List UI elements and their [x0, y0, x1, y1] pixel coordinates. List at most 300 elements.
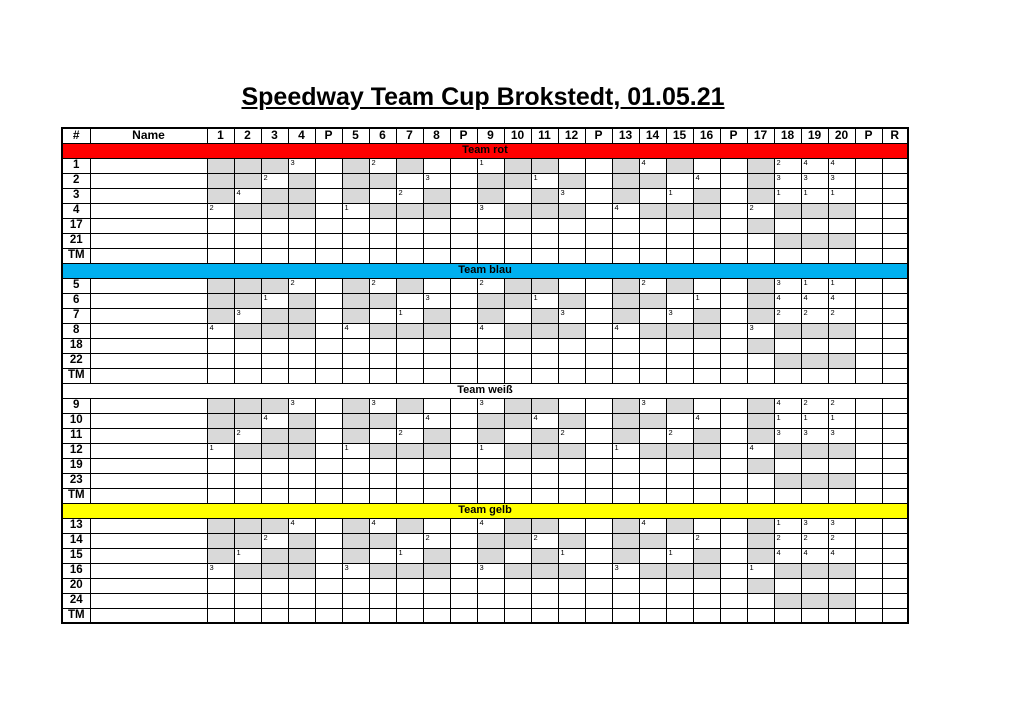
score-cell[interactable] [666, 398, 693, 413]
score-cell[interactable] [288, 323, 315, 338]
score-cell[interactable] [207, 578, 234, 593]
score-cell[interactable] [396, 173, 423, 188]
score-cell[interactable] [747, 488, 774, 503]
score-cell[interactable] [477, 218, 504, 233]
score-cell[interactable] [612, 293, 639, 308]
score-cell[interactable] [828, 323, 855, 338]
score-cell[interactable] [612, 188, 639, 203]
score-cell[interactable] [315, 428, 342, 443]
score-cell[interactable] [612, 428, 639, 443]
score-cell[interactable] [423, 593, 450, 608]
score-cell[interactable] [477, 533, 504, 548]
score-cell[interactable] [423, 368, 450, 383]
score-cell[interactable] [396, 398, 423, 413]
score-cell[interactable] [342, 488, 369, 503]
score-cell[interactable] [477, 413, 504, 428]
score-cell[interactable] [504, 323, 531, 338]
score-cell[interactable] [369, 428, 396, 443]
score-cell[interactable] [882, 398, 908, 413]
score-cell[interactable] [396, 248, 423, 263]
score-cell[interactable] [396, 293, 423, 308]
score-cell[interactable] [774, 443, 801, 458]
score-cell[interactable] [585, 458, 612, 473]
score-cell[interactable] [261, 608, 288, 623]
score-cell[interactable] [720, 488, 747, 503]
score-cell[interactable] [882, 608, 908, 623]
score-cell[interactable] [720, 203, 747, 218]
score-cell[interactable] [612, 368, 639, 383]
score-cell[interactable] [342, 308, 369, 323]
score-cell[interactable] [207, 278, 234, 293]
score-cell[interactable] [423, 428, 450, 443]
score-cell[interactable] [720, 218, 747, 233]
score-cell[interactable] [396, 233, 423, 248]
score-cell[interactable] [342, 173, 369, 188]
score-cell[interactable] [612, 248, 639, 263]
score-cell[interactable] [693, 158, 720, 173]
score-cell[interactable] [720, 323, 747, 338]
score-cell[interactable] [585, 218, 612, 233]
score-cell[interactable] [342, 368, 369, 383]
score-cell[interactable] [261, 578, 288, 593]
score-cell[interactable] [477, 248, 504, 263]
score-cell[interactable] [342, 158, 369, 173]
score-cell[interactable] [612, 233, 639, 248]
score-cell[interactable] [855, 518, 882, 533]
score-cell[interactable] [585, 188, 612, 203]
score-cell[interactable] [666, 578, 693, 593]
score-cell[interactable] [531, 278, 558, 293]
score-cell[interactable] [315, 308, 342, 323]
score-cell[interactable] [774, 323, 801, 338]
score-cell[interactable] [612, 158, 639, 173]
score-cell[interactable] [207, 398, 234, 413]
score-cell[interactable] [855, 188, 882, 203]
score-cell[interactable] [450, 323, 477, 338]
score-cell[interactable] [369, 488, 396, 503]
score-cell[interactable] [882, 413, 908, 428]
score-cell[interactable] [558, 248, 585, 263]
score-cell[interactable] [342, 518, 369, 533]
score-cell[interactable] [882, 338, 908, 353]
score-cell[interactable] [639, 323, 666, 338]
score-cell[interactable] [342, 473, 369, 488]
score-cell[interactable] [801, 473, 828, 488]
score-cell[interactable] [504, 473, 531, 488]
score-cell[interactable] [369, 353, 396, 368]
score-cell[interactable] [396, 218, 423, 233]
score-cell[interactable] [774, 473, 801, 488]
score-cell[interactable] [666, 173, 693, 188]
score-cell[interactable] [585, 308, 612, 323]
score-cell[interactable] [639, 533, 666, 548]
score-cell[interactable] [531, 248, 558, 263]
score-cell[interactable] [504, 443, 531, 458]
score-cell[interactable] [531, 608, 558, 623]
score-cell[interactable] [801, 353, 828, 368]
score-cell[interactable] [855, 338, 882, 353]
score-cell[interactable] [369, 368, 396, 383]
score-cell[interactable] [801, 578, 828, 593]
score-cell[interactable] [504, 173, 531, 188]
score-cell[interactable] [423, 563, 450, 578]
score-cell[interactable] [666, 248, 693, 263]
rider-name-field[interactable] [90, 608, 207, 623]
score-cell[interactable] [207, 293, 234, 308]
rider-name-field[interactable] [90, 203, 207, 218]
score-cell[interactable] [369, 473, 396, 488]
score-cell[interactable] [423, 398, 450, 413]
score-cell[interactable] [531, 518, 558, 533]
score-cell[interactable] [369, 218, 396, 233]
score-cell[interactable] [558, 158, 585, 173]
score-cell[interactable] [585, 413, 612, 428]
score-cell[interactable] [369, 563, 396, 578]
score-cell[interactable] [720, 293, 747, 308]
score-cell[interactable] [342, 398, 369, 413]
score-cell[interactable] [612, 578, 639, 593]
score-cell[interactable] [261, 368, 288, 383]
score-cell[interactable] [639, 368, 666, 383]
score-cell[interactable] [882, 368, 908, 383]
score-cell[interactable] [450, 608, 477, 623]
score-cell[interactable] [396, 278, 423, 293]
score-cell[interactable] [720, 593, 747, 608]
score-cell[interactable] [693, 368, 720, 383]
score-cell[interactable] [774, 608, 801, 623]
score-cell[interactable] [882, 323, 908, 338]
score-cell[interactable] [234, 248, 261, 263]
score-cell[interactable] [261, 278, 288, 293]
score-cell[interactable] [261, 338, 288, 353]
score-cell[interactable] [720, 473, 747, 488]
score-cell[interactable] [828, 578, 855, 593]
score-cell[interactable] [693, 593, 720, 608]
score-cell[interactable] [693, 578, 720, 593]
score-cell[interactable] [531, 203, 558, 218]
rider-name-field[interactable] [90, 473, 207, 488]
score-cell[interactable] [558, 338, 585, 353]
score-cell[interactable] [747, 608, 774, 623]
score-cell[interactable] [288, 428, 315, 443]
score-cell[interactable] [369, 308, 396, 323]
score-cell[interactable] [720, 248, 747, 263]
score-cell[interactable] [369, 323, 396, 338]
score-cell[interactable] [207, 173, 234, 188]
score-cell[interactable] [882, 548, 908, 563]
score-cell[interactable] [207, 488, 234, 503]
score-cell[interactable] [693, 473, 720, 488]
score-cell[interactable] [288, 173, 315, 188]
score-cell[interactable] [234, 443, 261, 458]
score-cell[interactable] [207, 308, 234, 323]
score-cell[interactable] [558, 203, 585, 218]
score-cell[interactable] [747, 533, 774, 548]
score-cell[interactable] [504, 533, 531, 548]
score-cell[interactable] [234, 413, 261, 428]
score-cell[interactable] [369, 188, 396, 203]
score-cell[interactable] [747, 578, 774, 593]
score-cell[interactable] [477, 593, 504, 608]
score-cell[interactable] [234, 293, 261, 308]
score-cell[interactable] [855, 353, 882, 368]
score-cell[interactable] [828, 488, 855, 503]
score-cell[interactable] [450, 428, 477, 443]
rider-name-field[interactable] [90, 428, 207, 443]
score-cell[interactable] [801, 203, 828, 218]
score-cell[interactable] [423, 473, 450, 488]
score-cell[interactable] [585, 278, 612, 293]
score-cell[interactable] [423, 578, 450, 593]
score-cell[interactable] [315, 368, 342, 383]
score-cell[interactable] [450, 368, 477, 383]
score-cell[interactable] [666, 413, 693, 428]
score-cell[interactable] [612, 398, 639, 413]
score-cell[interactable] [531, 428, 558, 443]
score-cell[interactable] [315, 353, 342, 368]
score-cell[interactable] [342, 353, 369, 368]
score-cell[interactable] [747, 398, 774, 413]
score-cell[interactable] [882, 578, 908, 593]
score-cell[interactable] [666, 368, 693, 383]
score-cell[interactable] [288, 248, 315, 263]
score-cell[interactable] [855, 413, 882, 428]
score-cell[interactable] [558, 473, 585, 488]
rider-name-field[interactable] [90, 278, 207, 293]
rider-name-field[interactable] [90, 323, 207, 338]
score-cell[interactable] [801, 368, 828, 383]
score-cell[interactable] [612, 338, 639, 353]
score-cell[interactable] [315, 563, 342, 578]
score-cell[interactable] [855, 488, 882, 503]
score-cell[interactable] [882, 233, 908, 248]
score-cell[interactable] [882, 203, 908, 218]
score-cell[interactable] [720, 443, 747, 458]
score-cell[interactable] [342, 458, 369, 473]
score-cell[interactable] [261, 308, 288, 323]
score-cell[interactable] [855, 428, 882, 443]
score-cell[interactable] [531, 353, 558, 368]
score-cell[interactable] [369, 293, 396, 308]
score-cell[interactable] [855, 293, 882, 308]
score-cell[interactable] [396, 593, 423, 608]
score-cell[interactable] [828, 608, 855, 623]
score-cell[interactable] [801, 218, 828, 233]
score-cell[interactable] [531, 548, 558, 563]
score-cell[interactable] [342, 548, 369, 563]
score-cell[interactable] [315, 188, 342, 203]
score-cell[interactable] [747, 278, 774, 293]
score-cell[interactable] [396, 608, 423, 623]
score-cell[interactable] [261, 323, 288, 338]
score-cell[interactable] [693, 338, 720, 353]
score-cell[interactable] [342, 218, 369, 233]
score-cell[interactable] [693, 218, 720, 233]
score-cell[interactable] [234, 278, 261, 293]
rider-name-field[interactable] [90, 338, 207, 353]
rider-name-field[interactable] [90, 518, 207, 533]
score-cell[interactable] [477, 578, 504, 593]
score-cell[interactable] [234, 593, 261, 608]
score-cell[interactable] [801, 608, 828, 623]
score-cell[interactable] [288, 353, 315, 368]
score-cell[interactable] [315, 593, 342, 608]
rider-name-field[interactable] [90, 443, 207, 458]
score-cell[interactable] [423, 488, 450, 503]
score-cell[interactable] [720, 353, 747, 368]
score-cell[interactable] [423, 188, 450, 203]
score-cell[interactable] [288, 563, 315, 578]
score-cell[interactable] [396, 158, 423, 173]
score-cell[interactable] [666, 458, 693, 473]
score-cell[interactable] [261, 398, 288, 413]
score-cell[interactable] [234, 563, 261, 578]
rider-name-field[interactable] [90, 233, 207, 248]
score-cell[interactable] [450, 533, 477, 548]
score-cell[interactable] [450, 398, 477, 413]
score-cell[interactable] [855, 593, 882, 608]
score-cell[interactable] [234, 173, 261, 188]
score-cell[interactable] [639, 188, 666, 203]
score-cell[interactable] [666, 203, 693, 218]
score-cell[interactable] [693, 398, 720, 413]
score-cell[interactable] [261, 203, 288, 218]
score-cell[interactable] [315, 203, 342, 218]
score-cell[interactable] [315, 458, 342, 473]
score-cell[interactable] [423, 608, 450, 623]
score-cell[interactable] [396, 368, 423, 383]
score-cell[interactable] [207, 218, 234, 233]
score-cell[interactable] [477, 173, 504, 188]
score-cell[interactable] [504, 278, 531, 293]
score-cell[interactable] [747, 548, 774, 563]
rider-name-field[interactable] [90, 548, 207, 563]
score-cell[interactable] [747, 248, 774, 263]
score-cell[interactable] [531, 578, 558, 593]
score-cell[interactable] [666, 608, 693, 623]
score-cell[interactable] [315, 323, 342, 338]
score-cell[interactable] [504, 428, 531, 443]
rider-name-field[interactable] [90, 578, 207, 593]
score-cell[interactable] [531, 473, 558, 488]
score-cell[interactable] [450, 563, 477, 578]
score-cell[interactable] [504, 488, 531, 503]
score-cell[interactable] [747, 353, 774, 368]
score-cell[interactable] [612, 518, 639, 533]
score-cell[interactable] [504, 158, 531, 173]
score-cell[interactable] [639, 413, 666, 428]
score-cell[interactable] [558, 323, 585, 338]
score-cell[interactable] [882, 488, 908, 503]
score-cell[interactable] [477, 338, 504, 353]
score-cell[interactable] [207, 548, 234, 563]
rider-name-field[interactable] [90, 368, 207, 383]
score-cell[interactable] [288, 218, 315, 233]
score-cell[interactable] [720, 548, 747, 563]
score-cell[interactable] [234, 203, 261, 218]
score-cell[interactable] [558, 458, 585, 473]
score-cell[interactable] [882, 353, 908, 368]
score-cell[interactable] [558, 578, 585, 593]
score-cell[interactable] [261, 353, 288, 368]
score-cell[interactable] [855, 173, 882, 188]
rider-name-field[interactable] [90, 488, 207, 503]
score-cell[interactable] [504, 293, 531, 308]
score-cell[interactable] [504, 563, 531, 578]
score-cell[interactable] [720, 368, 747, 383]
score-cell[interactable] [477, 488, 504, 503]
score-cell[interactable] [693, 278, 720, 293]
score-cell[interactable] [720, 563, 747, 578]
score-cell[interactable] [720, 338, 747, 353]
score-cell[interactable] [207, 458, 234, 473]
score-cell[interactable] [315, 473, 342, 488]
score-cell[interactable] [423, 308, 450, 323]
score-cell[interactable] [666, 293, 693, 308]
score-cell[interactable] [855, 473, 882, 488]
score-cell[interactable] [639, 563, 666, 578]
score-cell[interactable] [477, 548, 504, 563]
score-cell[interactable] [774, 218, 801, 233]
score-cell[interactable] [666, 593, 693, 608]
score-cell[interactable] [261, 488, 288, 503]
score-cell[interactable] [585, 428, 612, 443]
score-cell[interactable] [531, 458, 558, 473]
rider-name-field[interactable] [90, 248, 207, 263]
score-cell[interactable] [801, 563, 828, 578]
score-cell[interactable] [450, 413, 477, 428]
score-cell[interactable] [585, 353, 612, 368]
score-cell[interactable] [450, 278, 477, 293]
score-cell[interactable] [828, 248, 855, 263]
score-cell[interactable] [666, 488, 693, 503]
score-cell[interactable] [477, 458, 504, 473]
score-cell[interactable] [558, 233, 585, 248]
score-cell[interactable] [288, 533, 315, 548]
score-cell[interactable] [396, 488, 423, 503]
rider-name-field[interactable] [90, 173, 207, 188]
score-cell[interactable] [558, 563, 585, 578]
score-cell[interactable] [450, 218, 477, 233]
score-cell[interactable] [747, 218, 774, 233]
score-cell[interactable] [234, 518, 261, 533]
score-cell[interactable] [720, 413, 747, 428]
score-cell[interactable] [369, 533, 396, 548]
score-cell[interactable] [855, 203, 882, 218]
score-cell[interactable] [315, 218, 342, 233]
score-cell[interactable] [882, 218, 908, 233]
score-cell[interactable] [585, 248, 612, 263]
score-cell[interactable] [747, 413, 774, 428]
score-cell[interactable] [369, 608, 396, 623]
score-cell[interactable] [207, 368, 234, 383]
score-cell[interactable] [450, 593, 477, 608]
score-cell[interactable] [558, 488, 585, 503]
score-cell[interactable] [693, 323, 720, 338]
score-cell[interactable] [531, 233, 558, 248]
score-cell[interactable] [342, 338, 369, 353]
score-cell[interactable] [504, 338, 531, 353]
score-cell[interactable] [396, 458, 423, 473]
score-cell[interactable] [315, 518, 342, 533]
score-cell[interactable] [531, 563, 558, 578]
score-cell[interactable] [234, 458, 261, 473]
score-cell[interactable] [693, 353, 720, 368]
score-cell[interactable] [288, 368, 315, 383]
score-cell[interactable] [207, 428, 234, 443]
rider-name-field[interactable] [90, 188, 207, 203]
score-cell[interactable] [504, 578, 531, 593]
